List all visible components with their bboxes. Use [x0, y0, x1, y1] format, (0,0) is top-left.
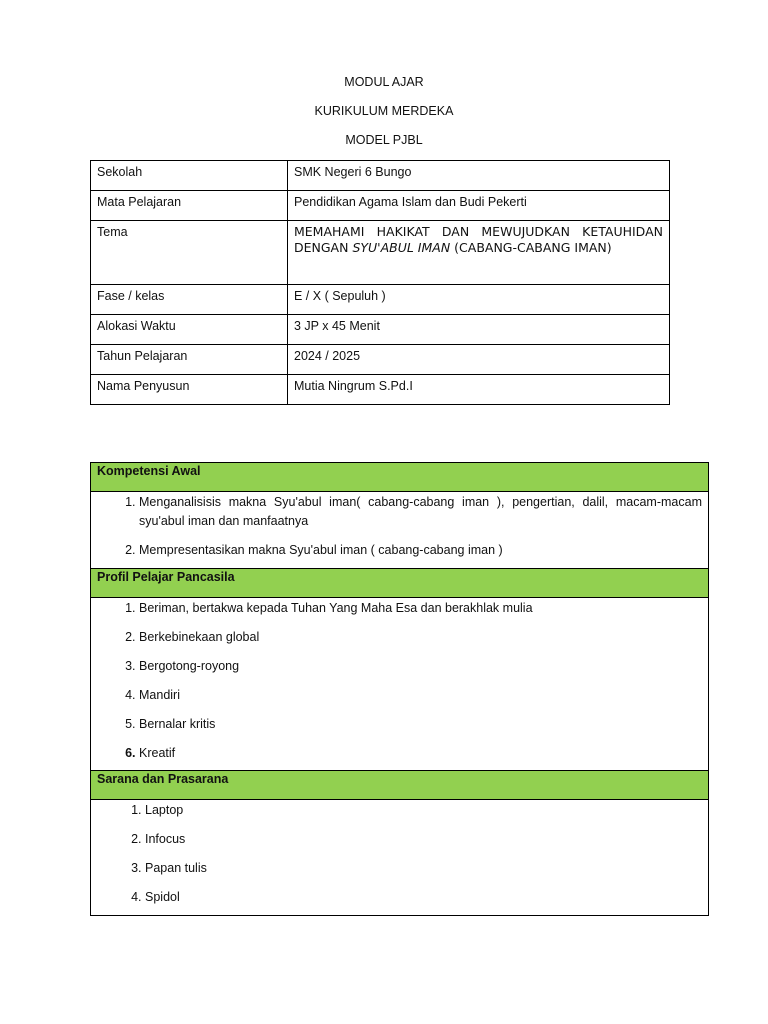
list-item: 1. Menganalisisis makna Syu'abul iman( cabang-cabang iman ), pengertian, dalil, macam-macam syu'abul iman dan manfaatnya [139, 493, 702, 531]
list-item: 5. Bernalar kritis [139, 715, 702, 734]
section-header-kompetensi: Kompetensi Awal [91, 463, 709, 492]
kompetensi-list [97, 493, 702, 560]
section-body-kompetensi [91, 492, 709, 569]
list-item: 3. Bergotong-royong [139, 657, 702, 676]
info-value: 2024 / 2025 [288, 345, 670, 375]
list-item: 4. Spidol [145, 888, 702, 907]
sarana-list [97, 801, 702, 907]
sections-table [90, 462, 709, 916]
section-header-profil: Profil Pelajar Pancasila [91, 569, 709, 598]
info-row-alokasi [91, 315, 670, 345]
list-item: 4. Mandiri [139, 686, 702, 705]
info-label: Tahun Pelajaran [91, 345, 288, 375]
tema-text-1: MEMAHAMI HAKIKAT DAN MEWUJUDKAN KETAUHIDAN DENGAN [294, 224, 663, 255]
section-body-profil [91, 598, 709, 771]
info-label: Alokasi Waktu [91, 315, 288, 345]
info-row-sekolah [91, 161, 670, 191]
list-item: 1. Laptop [145, 801, 702, 820]
section-header-sarana: Sarana dan Prasarana [91, 771, 709, 800]
list-item: 6. Kreatif [139, 744, 702, 763]
info-row-penyusun [91, 375, 670, 405]
doc-title-model: MODEL PJBL [345, 133, 423, 147]
info-table [90, 160, 670, 405]
profil-list [97, 599, 702, 763]
list-item: 2. Infocus [145, 830, 702, 849]
info-label: Tema [91, 221, 288, 285]
info-value: Mutia Ningrum S.Pd.I [288, 375, 670, 405]
list-item: 2. Berkebinekaan global [139, 628, 702, 647]
info-row-mapel [91, 191, 670, 221]
info-value-tema [288, 221, 670, 285]
info-row-tahun [91, 345, 670, 375]
info-value: SMK Negeri 6 Bungo [288, 161, 670, 191]
doc-title-modul-ajar: MODUL AJAR [344, 75, 424, 89]
list-item: 1. Beriman, bertakwa kepada Tuhan Yang Maha Esa dan berakhlak mulia [139, 599, 702, 618]
info-label: Mata Pelajaran [91, 191, 288, 221]
info-label: Nama Penyusun [91, 375, 288, 405]
info-value: E / X ( Sepuluh ) [288, 285, 670, 315]
list-item: 3. Papan tulis [145, 859, 702, 878]
info-row-tema [91, 221, 670, 285]
list-item: 2. Mempresentasikan makna Syu'abul iman ( cabang-cabang iman ) [139, 541, 702, 560]
tema-text-italic: SYU'ABUL IMAN [352, 240, 451, 255]
info-label: Fase / kelas [91, 285, 288, 315]
info-value: Pendidikan Agama Islam dan Budi Pekerti [288, 191, 670, 221]
section-body-sarana [91, 800, 709, 916]
doc-title-kurikulum: KURIKULUM MERDEKA [314, 104, 454, 118]
tema-text-2: (CABANG-CABANG IMAN) [450, 240, 612, 255]
info-label: Sekolah [91, 161, 288, 191]
info-row-fase [91, 285, 670, 315]
info-value: 3 JP x 45 Menit [288, 315, 670, 345]
